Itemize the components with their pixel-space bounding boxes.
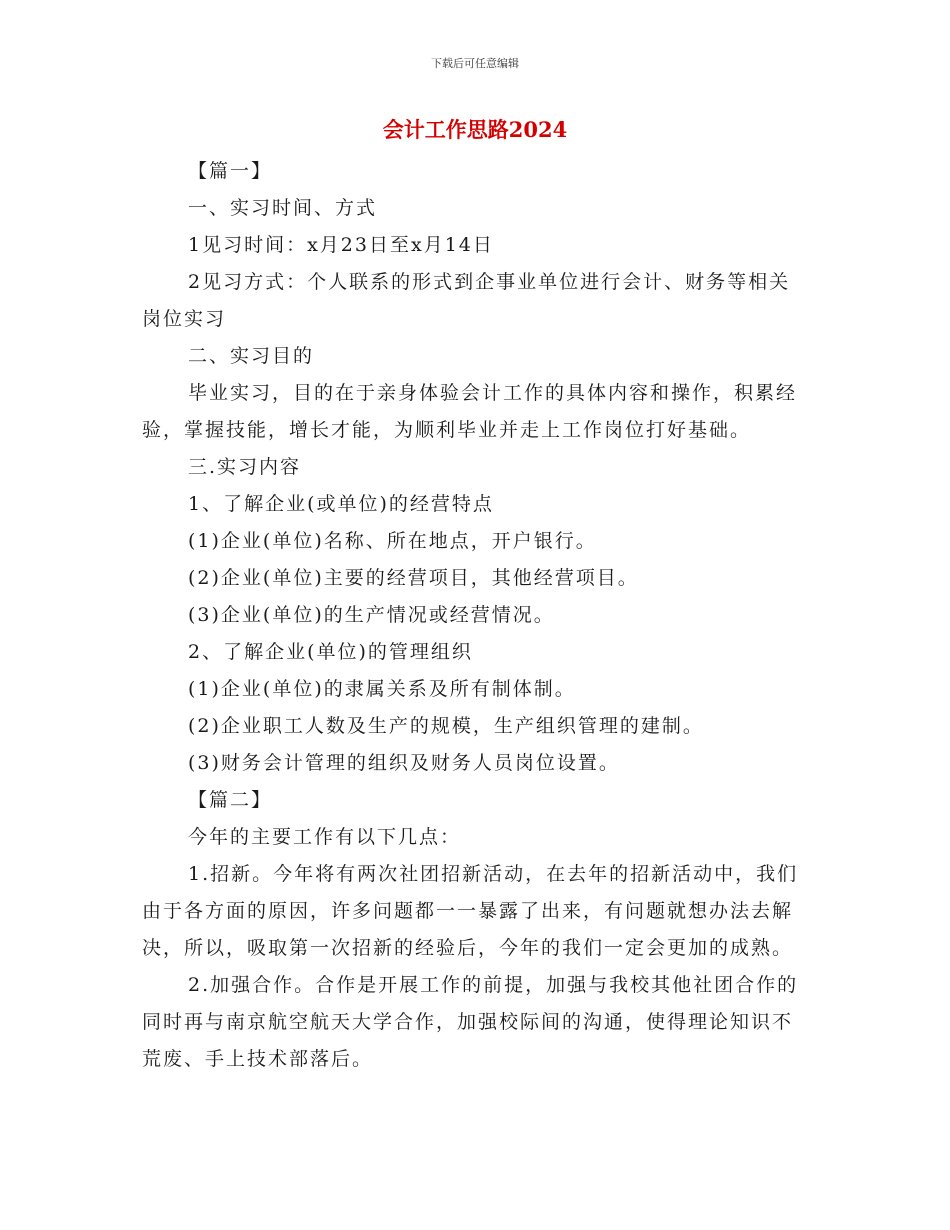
paragraph: (1)企业(单位)的隶属关系及所有制体制。 — [188, 678, 576, 700]
paragraph: (3)财务会计管理的组织及财务人员岗位设置。 — [188, 752, 620, 774]
paragraph: 今年的主要工作有以下几点： — [188, 826, 462, 848]
paragraph: 1见习时间：x月23日至x月14日 — [188, 234, 494, 256]
section-heading-2: 【篇二】 — [188, 789, 273, 811]
paragraph: 2.加强合作。合作是开展工作的前提，加强与我校其他社团合作的同时再与南京航空航天大学合作，加强校际间的沟通，使得理论知识不荒废、手上技术部落后。 — [142, 974, 799, 1070]
subheading-content: 三.实习内容 — [188, 456, 302, 478]
paragraph: 2、了解企业(单位)的管理组织 — [188, 641, 473, 663]
document-title: 会计工作思路2024 — [382, 117, 568, 142]
page-header-note: 下载后可任意编辑 — [431, 57, 519, 70]
paragraph: 毕业实习，目的在于亲身体验会计工作的具体内容和操作，积累经验，掌握技能，增长才能，为顺利毕业并走上工作岗位打好基础。 — [142, 382, 798, 441]
paragraph: (2)企业(单位)主要的经营项目，其他经营项目。 — [188, 567, 639, 589]
subheading-purpose: 二、实习目的 — [188, 345, 315, 367]
paragraph: (3)企业(单位)的生产情况或经营情况。 — [188, 604, 555, 626]
section-heading-1: 【篇一】 — [188, 160, 273, 182]
subheading-time-method: 一、实习时间、方式 — [188, 197, 378, 219]
paragraph: 2见习方式：个人联系的形式到企事业单位进行会计、财务等相关岗位实习 — [142, 271, 791, 330]
document-body — [142, 153, 810, 1078]
paragraph: (1)企业(单位)名称、所在地点，开户银行。 — [188, 530, 597, 552]
paragraph: 1、了解企业(或单位)的经营特点 — [188, 493, 494, 515]
paragraph: 1.招新。今年将有两次社团招新活动，在去年的招新活动中，我们由于各方面的原因，许多问题都一一暴露了出来，有问题就想办法去解决，所以，吸取第一次招新的经验后，今年的我们一定会更加的成熟。 — [142, 863, 799, 959]
paragraph: (2)企业职工人数及生产的规模，生产组织管理的建制。 — [188, 715, 704, 737]
